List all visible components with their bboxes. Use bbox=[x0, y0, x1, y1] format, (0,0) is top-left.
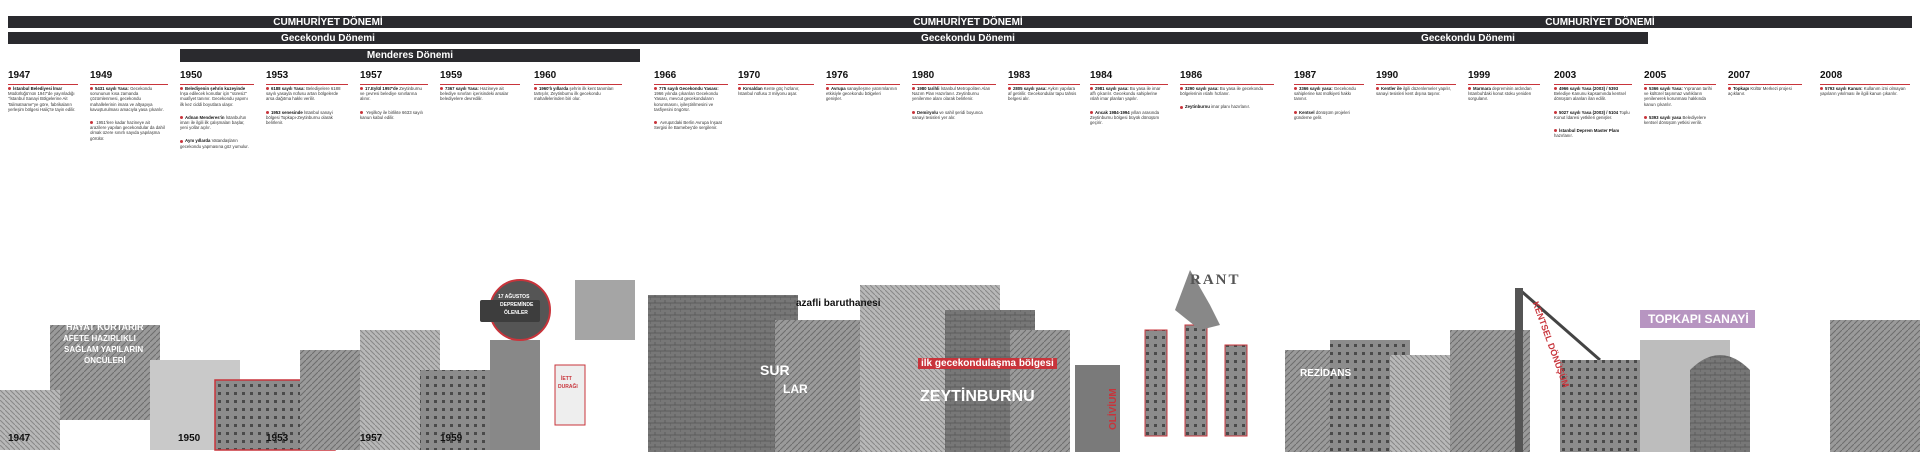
banner-text-3: AFETE HAZIRLIKLI bbox=[63, 334, 136, 343]
entry-heading: 6188 sayılı Yasa: bbox=[266, 86, 305, 91]
year-rule-13 bbox=[1180, 84, 1274, 85]
timeline-entry bbox=[1090, 110, 1166, 126]
entry-heading: 5393 sayılı yasa bbox=[1644, 115, 1681, 120]
entry-body: Gecekondu sahiplerine kat mülkiyeti hakkı tanınır. bbox=[1294, 86, 1356, 102]
timeline-entry bbox=[1820, 86, 1908, 96]
entry-body: imar planı hazırlanır. bbox=[1211, 104, 1250, 110]
period-bar-gecekondu-3: Gecekondu Dönemi bbox=[1288, 32, 1648, 44]
year-label-18: 2005 bbox=[1644, 70, 1667, 81]
period-bar-menderes: Menderes Dönemi bbox=[180, 49, 640, 62]
timeline-entry bbox=[90, 120, 166, 141]
timeline-entry bbox=[360, 86, 426, 102]
timeline-entry bbox=[534, 86, 620, 102]
entry-body: Yıpranan tarihi ve kültürel taşınmaz varlıkların yenilenerek korunması hakkında kanun çıkarılır. bbox=[1644, 86, 1712, 107]
entry-heading: Adnan Menderes'in bbox=[180, 115, 224, 120]
entry-body: Gecekondu sorununun kısa zamanda çözümlenmesi, gecekondu mahallelerinin imara ve altyapıya kavuşturulması amacıyla yasa çıkarılır. bbox=[90, 86, 164, 112]
entry-column-14 bbox=[1294, 86, 1362, 128]
banner-text-1: İMAR PLANI bbox=[68, 310, 121, 320]
entry-body: 1966 yılında çıkarılan Gecekondu Yasası, mevcut gecekonduların korunmasını, iyileştirilmesini ve tasfiyesini öngörür. bbox=[654, 91, 719, 112]
entry-heading: 17.Eylül 1957'de bbox=[360, 86, 398, 91]
entry-body: Aykırı yapılara af getirilir. Gecekondular tapu tahsis belgesi alır. bbox=[1008, 86, 1077, 102]
bottom-year-1953: 1953 bbox=[266, 433, 289, 444]
entry-column-6 bbox=[534, 86, 620, 110]
year-label-6: 1960 bbox=[534, 70, 557, 81]
entry-body: Yeşilköy ile birlikte 6633 sayılı kanun kabul edilir. bbox=[360, 109, 423, 120]
rezidans-label: REZİDANS bbox=[1300, 368, 1352, 379]
entry-body: Avrupa'daki Berlin Avrupa İnşaat Sergisi ile Barnebey'de sergilenir. bbox=[654, 120, 722, 131]
timeline-entry bbox=[440, 86, 518, 102]
entry-heading: Demiryolu bbox=[912, 110, 938, 115]
entry-column-19 bbox=[1728, 86, 1800, 104]
year-rule-8 bbox=[738, 84, 814, 85]
entry-body: Zeytinburnu ve çevresi belediye sınırlarına alınır. bbox=[360, 86, 422, 102]
entry-column-8 bbox=[738, 86, 812, 104]
year-rule-9 bbox=[826, 84, 900, 85]
year-label-16: 1999 bbox=[1468, 70, 1491, 81]
banner-text-5: ÖNCÜLERİ bbox=[84, 356, 126, 365]
timeline-entry bbox=[1376, 86, 1454, 96]
timeline-entry bbox=[912, 86, 994, 102]
entry-body: Belediye Kanunu kapsamında kentsel dönüşüm alanları ilan edilir. bbox=[1554, 91, 1626, 102]
stamp-text-3: ÖLENLER bbox=[504, 310, 528, 316]
olivium-label: OLİVİUM bbox=[1108, 388, 1119, 430]
year-label-15: 1990 bbox=[1376, 70, 1399, 81]
entry-body: Kullanım izni olmayan yapıların yıkılması ile ilgili kanun çıkarılır. bbox=[1820, 86, 1906, 97]
year-label-11: 1983 bbox=[1008, 70, 1031, 81]
year-label-14: 1987 bbox=[1294, 70, 1317, 81]
entry-body: dönüşüm projeleri gündeme gelir. bbox=[1294, 109, 1350, 120]
entry-heading: Topkapı bbox=[1728, 86, 1749, 91]
year-rule-11 bbox=[1008, 84, 1080, 85]
timeline-entry bbox=[266, 86, 346, 102]
entry-body: İnşa edilecek konutlar için "süresiz" muafiyet tanınır. Gecekondu yapımı ilk kez ciddi boyutlara ulaşır. bbox=[180, 91, 248, 107]
entry-column-1 bbox=[90, 86, 166, 149]
year-rule-7 bbox=[654, 84, 728, 85]
entry-body: ve sahil şeridi boyunca sanayi tesisleri yer alır. bbox=[912, 109, 983, 120]
year-label-7: 1966 bbox=[654, 70, 677, 81]
timeline-entry bbox=[738, 86, 812, 96]
year-rule-2 bbox=[180, 84, 254, 85]
year-rule-5 bbox=[440, 84, 520, 85]
entry-heading: Kentler ile bbox=[1376, 86, 1402, 91]
entry-heading: İstanbul Deprem Master Planı bbox=[1554, 128, 1619, 133]
timeline-entry bbox=[1294, 86, 1362, 102]
period-bar-gecekondu-1: Gecekondu Dönemi bbox=[8, 32, 648, 44]
lar-label: LAR bbox=[783, 382, 808, 396]
timeline-entry bbox=[180, 138, 252, 148]
bottom-year-1957: 1957 bbox=[360, 433, 383, 444]
entry-column-20 bbox=[1820, 86, 1908, 104]
year-label-2: 1950 bbox=[180, 70, 203, 81]
timeline-entry bbox=[90, 86, 166, 112]
year-rule-4 bbox=[360, 84, 428, 85]
entry-heading: Aynı yıllarda bbox=[180, 138, 210, 143]
year-rule-15 bbox=[1376, 84, 1456, 85]
entry-body: Belediyelere kentsel dönüşüm yetkisi verilir. bbox=[1644, 114, 1707, 126]
year-rule-1 bbox=[90, 84, 168, 85]
entry-column-10 bbox=[912, 86, 994, 128]
entry-column-7 bbox=[654, 86, 726, 138]
entry-body: Kültür Merkezi projesi açıklanır. bbox=[1728, 86, 1792, 97]
stamp-text-1: 17 AĞUSTOS bbox=[498, 294, 530, 300]
entry-heading: 3290 sayılı yasa: bbox=[1180, 86, 1219, 91]
year-rule-20 bbox=[1820, 84, 1910, 85]
entry-column-2 bbox=[180, 86, 252, 157]
banner-text-4: SAĞLAM YAPILARIN bbox=[64, 345, 144, 354]
timeline-entry bbox=[1008, 86, 1078, 102]
entry-column-16 bbox=[1468, 86, 1538, 110]
year-label-17: 2003 bbox=[1554, 70, 1577, 81]
year-rule-3 bbox=[266, 84, 348, 85]
year-label-4: 1957 bbox=[360, 70, 383, 81]
photo-collage bbox=[0, 270, 1920, 452]
azafli-label: azafli baruthanesi bbox=[796, 298, 881, 309]
entry-heading: 4966 sayılı Yasa (2003) / 5393 bbox=[1554, 86, 1618, 91]
timeline-entry bbox=[912, 110, 994, 120]
entry-body: şehrin ilk kent tanımları tartışılır, Zeytinburnu ilk gecekondu mahallelerinden biri olur. bbox=[534, 86, 614, 102]
entry-heading: 1960'lı yıllarda bbox=[534, 86, 568, 91]
entry-body: Vatandaşların gecekondu yapmasına göz yumulur. bbox=[180, 138, 249, 149]
timeline-entry bbox=[1180, 86, 1272, 96]
iett-sign-2: DURAĞI bbox=[558, 384, 578, 390]
entry-body: İstanbul sanayi bölgesi Topkapı-Zeytinburnu olarak belirlenir. bbox=[266, 109, 333, 126]
entry-body: Toplu Konut İdaresi yetkileri genişler. bbox=[1554, 109, 1630, 120]
entry-heading: Kırsaldan bbox=[738, 86, 763, 91]
rant-label: RANT bbox=[1190, 272, 1241, 288]
entry-heading: 7367 sayılı Yasa: bbox=[440, 86, 479, 91]
timeline-entry bbox=[1554, 128, 1630, 138]
topkapi-sanayi-label: TOPKAPI SANAYİ bbox=[1648, 312, 1749, 326]
entry-heading: 5366 sayılı Yasa: bbox=[1644, 86, 1683, 91]
ilk-gecekondu-label: ilk gecekondulaşma bölgesi bbox=[918, 358, 1057, 369]
year-rule-16 bbox=[1468, 84, 1540, 85]
timeline-entry bbox=[654, 120, 726, 130]
entry-heading: 5431 sayılı Yasa: bbox=[90, 86, 129, 91]
year-rule-19 bbox=[1728, 84, 1802, 85]
entry-column-13 bbox=[1180, 86, 1272, 118]
timeline-entry bbox=[1554, 110, 1630, 120]
entry-body: 1951'lere kadar hazineye ait arazilere yapılan gecekondular da dahil olmak üzere sınırlı sayıda yapılaşma görülür. bbox=[90, 120, 165, 141]
entry-body: Bu yasa ile gecekondu bölgelerinin ıslahı hızlanır. bbox=[1180, 86, 1264, 97]
year-rule-0 bbox=[8, 84, 78, 85]
entry-body: hazırlanır. bbox=[1554, 133, 1573, 139]
entry-heading: İstanbul Belediyesi İmar bbox=[8, 86, 62, 91]
kentsel-donusum-label: KENTSEL DÖNÜŞÜM bbox=[1530, 300, 1572, 389]
entry-body: Bu yasa ile imar affı çıkarılır. Gecekondu sahiplerine ıslah imar planları yapılır. bbox=[1090, 86, 1161, 102]
year-label-9: 1976 bbox=[826, 70, 849, 81]
bottom-year-1950: 1950 bbox=[178, 433, 201, 444]
timeline-entry bbox=[1090, 86, 1166, 102]
entry-body: yılları arasında Zeytinburnu bölgesi büyük dönüşüm geçirir. bbox=[1090, 109, 1160, 126]
timeline-entry bbox=[1728, 86, 1800, 96]
year-axis bbox=[0, 70, 1920, 82]
timeline-entry bbox=[180, 86, 252, 107]
period-bar-gecekondu-2: Gecekondu Dönemi bbox=[648, 32, 1288, 44]
entry-column-15 bbox=[1376, 86, 1454, 104]
timeline-entry bbox=[654, 86, 726, 112]
entry-column-12 bbox=[1090, 86, 1166, 133]
bottom-year-1959: 1959 bbox=[440, 433, 463, 444]
entry-heading: 2805 sayılı yasa: bbox=[1008, 86, 1047, 91]
entry-body: Belediyelere 6188 sayılı yasayla nüfusu artan bölgelerde arsa dağıtma hakkı verilir. bbox=[266, 86, 341, 102]
entry-body: İstanbul Metropoliten Alan Nazım Plan Hazırlanır. Zeytinburnu yenilenme alanı olarak belirlenir. bbox=[912, 86, 991, 102]
year-rule-14 bbox=[1294, 84, 1364, 85]
timeline-entry bbox=[826, 86, 898, 102]
timeline-entry bbox=[1644, 86, 1714, 107]
zeytinburnu-label: ZEYTİNBURNU bbox=[920, 388, 1035, 405]
timeline-entry bbox=[1644, 115, 1714, 125]
timeline-entry bbox=[360, 110, 426, 120]
entry-column-11 bbox=[1008, 86, 1078, 110]
year-rule-17 bbox=[1554, 84, 1632, 85]
entry-column-3 bbox=[266, 86, 346, 133]
year-label-5: 1959 bbox=[440, 70, 463, 81]
year-label-20: 2008 bbox=[1820, 70, 1843, 81]
year-rule-18 bbox=[1644, 84, 1716, 85]
timeline-entry bbox=[1294, 110, 1362, 120]
year-label-3: 1953 bbox=[266, 70, 289, 81]
entry-heading: Avrupa bbox=[826, 86, 846, 91]
year-label-1: 1949 bbox=[90, 70, 113, 81]
stamp-text-2: DEPREMİNDE bbox=[500, 302, 534, 308]
timeline-entry bbox=[1468, 86, 1538, 102]
year-rule-12 bbox=[1090, 84, 1168, 85]
entry-body: Hazineye ait belediye sınırları içerisindeki arsalar belediyelere devredilir. bbox=[440, 86, 509, 102]
entry-body: İstanbul'un imarı ile ilgili ilk çalışmaları başlar, yeni yollar açılır. bbox=[180, 114, 247, 131]
entry-heading: 1980 tarihli bbox=[912, 86, 939, 91]
entry-column-5 bbox=[440, 86, 518, 110]
year-label-12: 1984 bbox=[1090, 70, 1113, 81]
timeline-entry bbox=[180, 115, 252, 131]
entry-heading: Zeytinburnu bbox=[1180, 104, 1210, 109]
banner-text-2: HAYAT KURTARIR bbox=[66, 322, 144, 332]
entry-heading: Marmara bbox=[1468, 86, 1491, 91]
period-bar-cumhuriyet-1: CUMHURİYET DÖNEMİ bbox=[8, 16, 648, 28]
entry-body: sanayileşme yatırımlarının etkisiyle gecekondu bölgeleri genişler. bbox=[826, 86, 898, 102]
timeline-entry bbox=[266, 110, 346, 126]
year-label-8: 1970 bbox=[738, 70, 761, 81]
iett-sign-1: İETT bbox=[561, 376, 572, 382]
entry-column-18 bbox=[1644, 86, 1714, 133]
year-rule-6 bbox=[534, 84, 622, 85]
year-label-10: 1980 bbox=[912, 70, 935, 81]
year-label-0: 1947 bbox=[8, 70, 31, 81]
entry-column-0 bbox=[8, 86, 76, 120]
entry-heading: Ancak 1984-1994 bbox=[1090, 110, 1130, 115]
entry-body: depreminin ardından İstanbul'daki konut stoku yeniden sorgulanır. bbox=[1468, 86, 1532, 102]
entry-heading: 3366 sayılı yasa: bbox=[1294, 86, 1333, 91]
timeline-entry bbox=[1180, 104, 1272, 109]
period-bar-cumhuriyet-3: CUMHURİYET DÖNEMİ bbox=[1288, 16, 1912, 28]
bottom-year-1947: 1947 bbox=[8, 433, 31, 444]
period-bar-cumhuriyet-2: CUMHURİYET DÖNEMİ bbox=[648, 16, 1288, 28]
entry-heading: 5027 sayılı Yasa (2003) / 5104 bbox=[1554, 110, 1618, 115]
entry-heading: 5793 sayılı Kanun: bbox=[1820, 86, 1863, 91]
entry-column-17 bbox=[1554, 86, 1630, 146]
timeline-entry bbox=[1554, 86, 1630, 102]
year-rule-10 bbox=[912, 84, 996, 85]
entry-heading: Belediyenin şehrin kuzeyinde bbox=[180, 86, 245, 91]
entry-column-9 bbox=[826, 86, 898, 110]
entry-body: Kente göç hızlanır, İstanbul nüfusu 3 milyonu aşar. bbox=[738, 86, 800, 97]
entry-column-4 bbox=[360, 86, 426, 128]
year-label-13: 1986 bbox=[1180, 70, 1203, 81]
entry-body: ilgili düzenlemeler yapılır, sanayi tesisleri kent dışına taşınır. bbox=[1376, 86, 1451, 97]
entry-heading: 775 sayılı Gecekondu Yasası: bbox=[654, 86, 719, 91]
year-label-19: 2007 bbox=[1728, 70, 1751, 81]
entry-heading: Kentsel bbox=[1294, 110, 1315, 115]
timeline-entry bbox=[8, 86, 76, 112]
entry-body: Müdürlüğü'nün 1947'de yayınladığı "İstanbul Sanayi Bölgelerine Ait Talimatname"ye göre, fabrikaların yerleşim bölgesi Haliç'te tayin edilir. bbox=[8, 91, 76, 112]
sur-label: SUR bbox=[760, 362, 790, 378]
entry-heading: 2981 sayılı yasa: bbox=[1090, 86, 1129, 91]
entry-heading: 1953 senesinde bbox=[266, 110, 303, 115]
